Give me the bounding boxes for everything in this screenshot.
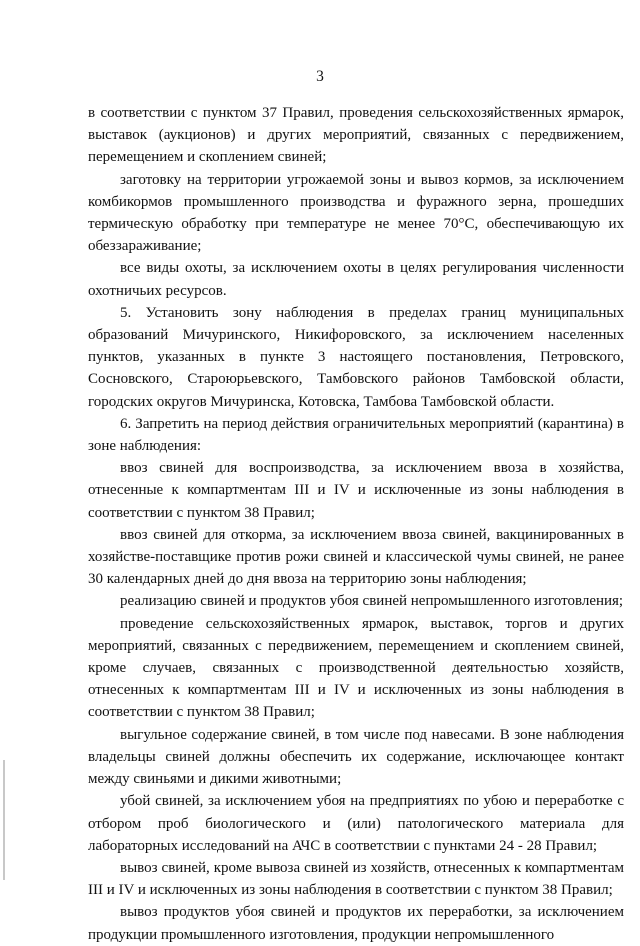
paragraph-slaughter: убой свиней, за исключением убоя на предприятиях по убою и переработке с отбором проб биологического и (или) патологического материала для лабораторных исследований на АЧС в соответствии с пунктами 24 - 28 Правил; xyxy=(88,793,624,854)
paragraph-product-export: вывоз продуктов убоя свиней и продуктов их переработки, за исключением продукции промышленного изготовления, продукции непромышленного xyxy=(88,904,624,943)
paragraph-sale: реализацию свиней и продуктов убоя свиней непромышленного изготовления; xyxy=(120,593,624,610)
paragraph-item-5: 5. Установить зону наблюдения в пределах границ муниципальных образований Мичуринского, Никифоровского, за исключением населенных пунктов, указанных в пункте 3 настоящего постановления, Петровского, Сосновского, Староюрьевского, Тамбовского районов Тамбовской области, городских округов Мичуринска, Котовска, Тамбова Тамбовской области. xyxy=(88,304,624,410)
page-number: 3 xyxy=(316,68,324,85)
paragraph-feed-procurement: заготовку на территории угрожаемой зоны и вывоз кормов, за исключением комбикормов промышленного производства и фуражного зерна, прошедших термическую обработку при температуре не менее 70°С, обеспечивающую их обеззараживание; xyxy=(88,171,624,255)
paragraph-hunting: все виды охоты, за исключением охоты в целях регулирования численности охотничьих ресурсов. xyxy=(88,260,624,299)
paragraph-free-range: выгульное содержание свиней, в том числе под навесами. В зоне наблюдения владельцы свиней должны обеспечить их содержание, исключающее контакт между свиньями и дикими животными; xyxy=(88,726,624,788)
scan-edge-mark xyxy=(3,760,5,880)
paragraph-pig-export: вывоз свиней, кроме вывоза свиней из хозяйств, отнесенных к компартментам III и IV и исключенных из зоны наблюдения в соответствии с пунктом 38 Правил; xyxy=(88,859,624,899)
paragraph-breeding-import: ввоз свиней для воспроизводства, за исключением ввоза в хозяйства, отнесенные к компартментам III и IV и исключенные из зоны наблюдения в соответствии с пунктом 38 Правил; xyxy=(88,460,624,521)
paragraph-item-6: 6. Запретить на период действия ограничительных мероприятий (карантина) в зоне наблюдения: xyxy=(88,415,624,455)
paragraph-fairs: проведение сельскохозяйственных ярмарок, выставок, торгов и других мероприятий, связанных с передвижением, перемещением и скоплением свиней, кроме случаев, связанных с производственной деятельностью хозяйств, отнесенных к компартментам III и IV и исключенных из зоны наблюдения в соответствии с пунктом 38 Правил; xyxy=(88,615,624,721)
paragraph-continuation: в соответствии с пунктом 37 Правил, проведения сельскохозяйственных ярмарок, выставок (аукционов) и других мероприятий, связанных с передвижением, перемещением и скоплением свиней; xyxy=(88,105,624,166)
paragraph-fattening-import: ввоз свиней для откорма, за исключением ввоза свиней, вакцинированных в хозяйстве-поставщике против рожи свиней и классической чумы свиней, не ранее 30 календарных дней до дня ввоза на территорию зоны наблюдения; xyxy=(88,526,624,588)
document-body xyxy=(88,102,624,946)
